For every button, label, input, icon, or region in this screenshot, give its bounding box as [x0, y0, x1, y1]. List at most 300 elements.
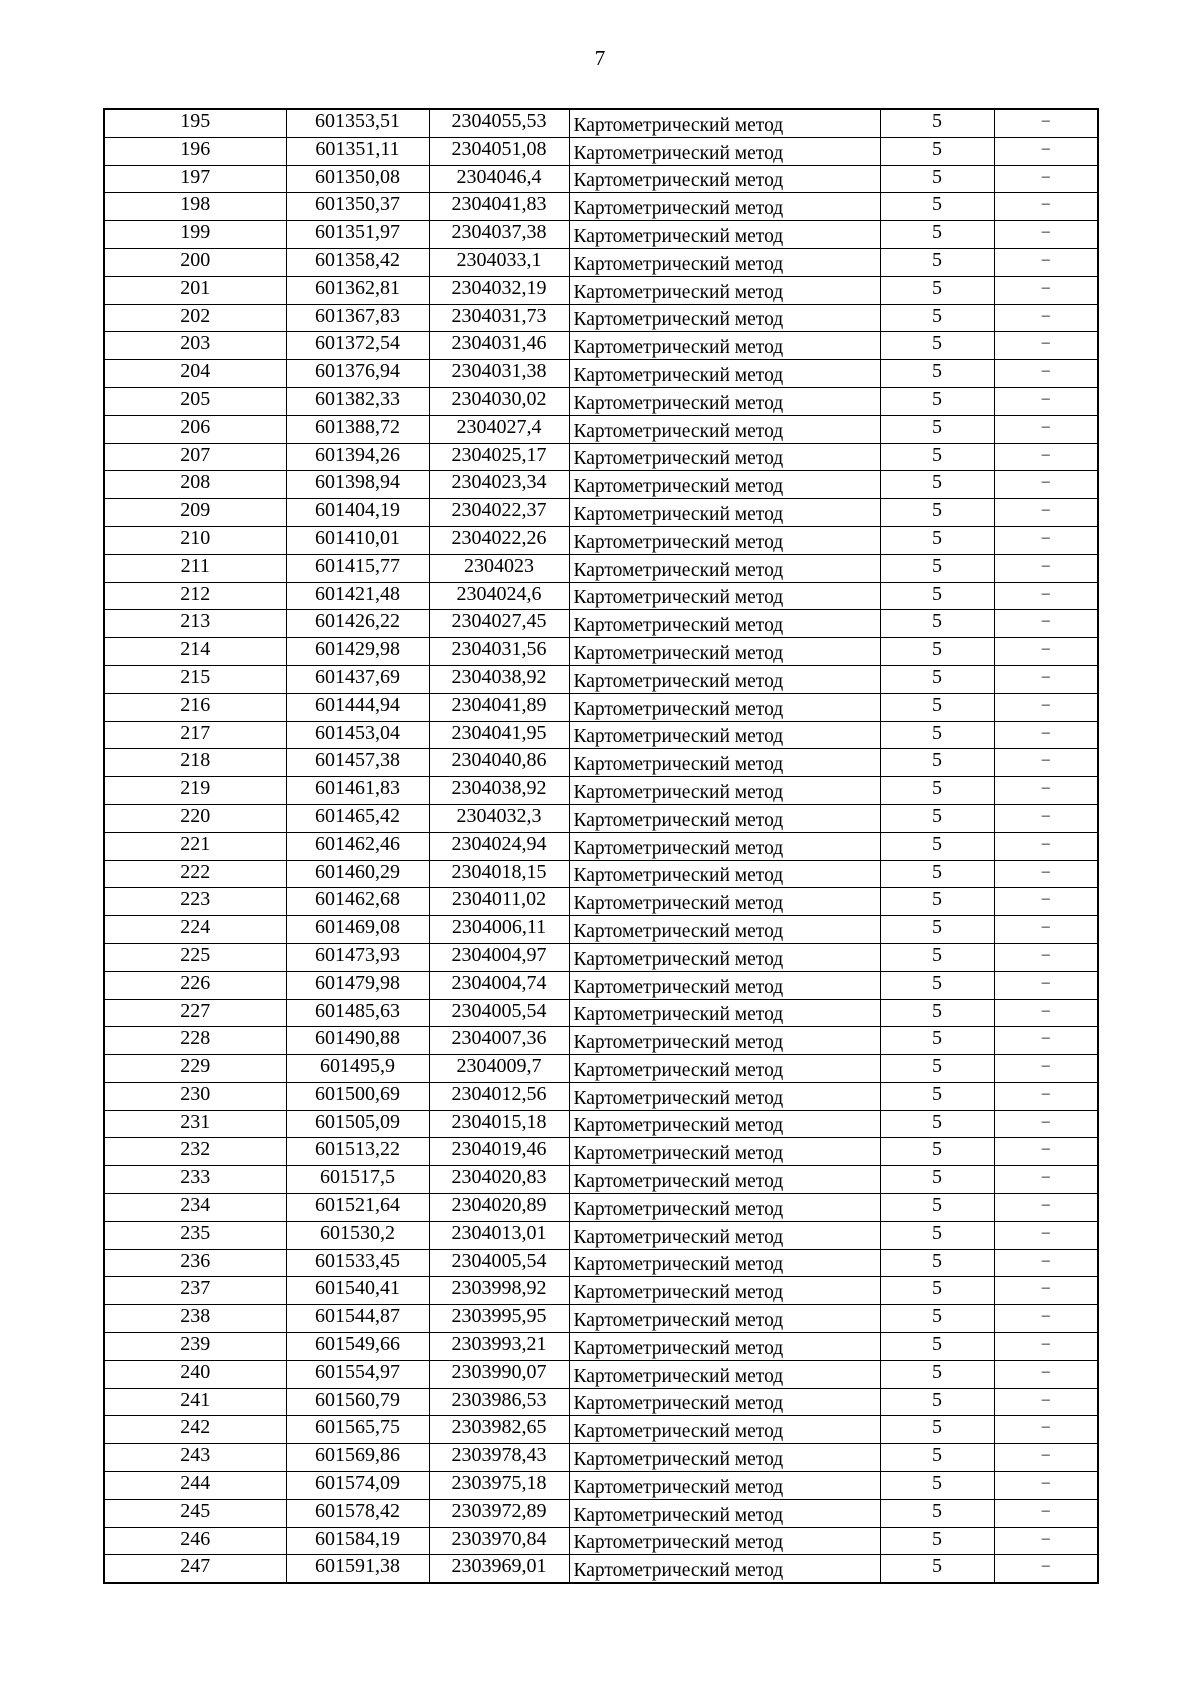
accuracy-cell: 5: [880, 916, 994, 944]
x-coordinate-cell: 601382,33: [286, 387, 429, 415]
point-number-cell: 240: [104, 1360, 286, 1388]
note-cell: –: [994, 665, 1098, 693]
accuracy-cell: 5: [880, 387, 994, 415]
accuracy-cell: 5: [880, 193, 994, 221]
point-number-cell: 242: [104, 1416, 286, 1444]
note-cell: –: [994, 860, 1098, 888]
method-cell: Картометрический метод: [569, 749, 880, 777]
table-row: [104, 1110, 1098, 1138]
x-coordinate-cell: 601444,94: [286, 693, 429, 721]
method-cell: Картометрический метод: [569, 499, 880, 527]
method-cell: Картометрический метод: [569, 665, 880, 693]
table-row: [104, 1472, 1098, 1500]
x-coordinate-cell: 601530,2: [286, 1221, 429, 1249]
method-cell: Картометрический метод: [569, 777, 880, 805]
table-row: [104, 832, 1098, 860]
note-cell: –: [994, 804, 1098, 832]
method-cell: Картометрический метод: [569, 1360, 880, 1388]
table-row: [104, 1333, 1098, 1361]
table-row: [104, 610, 1098, 638]
method-cell: Картометрический метод: [569, 1333, 880, 1361]
y-coordinate-cell: 2304006,11: [429, 916, 569, 944]
point-number-cell: 217: [104, 721, 286, 749]
x-coordinate-cell: 601350,37: [286, 193, 429, 221]
point-number-cell: 212: [104, 582, 286, 610]
point-number-cell: 218: [104, 749, 286, 777]
note-cell: –: [994, 221, 1098, 249]
note-cell: –: [994, 1555, 1098, 1583]
x-coordinate-cell: 601362,81: [286, 276, 429, 304]
note-cell: –: [994, 332, 1098, 360]
point-number-cell: 206: [104, 415, 286, 443]
note-cell: –: [994, 1194, 1098, 1222]
x-coordinate-cell: 601554,97: [286, 1360, 429, 1388]
point-number-cell: 205: [104, 387, 286, 415]
coordinates-table-body: [104, 109, 1098, 1583]
point-number-cell: 203: [104, 332, 286, 360]
method-cell: Картометрический метод: [569, 721, 880, 749]
table-row: [104, 304, 1098, 332]
point-number-cell: 226: [104, 971, 286, 999]
y-coordinate-cell: 2304012,56: [429, 1082, 569, 1110]
note-cell: –: [994, 1444, 1098, 1472]
y-coordinate-cell: 2304005,54: [429, 999, 569, 1027]
x-coordinate-cell: 601479,98: [286, 971, 429, 999]
method-cell: Картометрический метод: [569, 360, 880, 388]
y-coordinate-cell: 2303986,53: [429, 1388, 569, 1416]
note-cell: –: [994, 137, 1098, 165]
coordinates-table: [103, 108, 1099, 1584]
y-coordinate-cell: 2304009,7: [429, 1055, 569, 1083]
x-coordinate-cell: 601574,09: [286, 1472, 429, 1500]
table-row: [104, 749, 1098, 777]
method-cell: Картометрический метод: [569, 165, 880, 193]
x-coordinate-cell: 601569,86: [286, 1444, 429, 1472]
accuracy-cell: 5: [880, 1082, 994, 1110]
method-cell: Картометрический метод: [569, 1305, 880, 1333]
table-row: [104, 860, 1098, 888]
y-coordinate-cell: 2303972,89: [429, 1499, 569, 1527]
method-cell: Картометрический метод: [569, 1082, 880, 1110]
x-coordinate-cell: 601388,72: [286, 415, 429, 443]
accuracy-cell: 5: [880, 832, 994, 860]
accuracy-cell: 5: [880, 109, 994, 137]
y-coordinate-cell: 2304031,73: [429, 304, 569, 332]
x-coordinate-cell: 601398,94: [286, 471, 429, 499]
table-row: [104, 471, 1098, 499]
table-row: [104, 1277, 1098, 1305]
point-number-cell: 213: [104, 610, 286, 638]
method-cell: Картометрический метод: [569, 971, 880, 999]
y-coordinate-cell: 2304055,53: [429, 109, 569, 137]
point-number-cell: 216: [104, 693, 286, 721]
accuracy-cell: 5: [880, 1027, 994, 1055]
y-coordinate-cell: 2304051,08: [429, 137, 569, 165]
x-coordinate-cell: 601404,19: [286, 499, 429, 527]
table-row: [104, 526, 1098, 554]
note-cell: –: [994, 943, 1098, 971]
method-cell: Картометрический метод: [569, 999, 880, 1027]
accuracy-cell: 5: [880, 749, 994, 777]
method-cell: Картометрический метод: [569, 610, 880, 638]
method-cell: Картометрический метод: [569, 1277, 880, 1305]
x-coordinate-cell: 601544,87: [286, 1305, 429, 1333]
table-row: [104, 221, 1098, 249]
x-coordinate-cell: 601353,51: [286, 109, 429, 137]
point-number-cell: 198: [104, 193, 286, 221]
note-cell: –: [994, 693, 1098, 721]
y-coordinate-cell: 2304007,36: [429, 1027, 569, 1055]
accuracy-cell: 5: [880, 1360, 994, 1388]
method-cell: Картометрический метод: [569, 1166, 880, 1194]
table-row: [104, 1082, 1098, 1110]
point-number-cell: 223: [104, 888, 286, 916]
y-coordinate-cell: 2304023: [429, 554, 569, 582]
note-cell: –: [994, 1110, 1098, 1138]
accuracy-cell: 5: [880, 1555, 994, 1583]
method-cell: Картометрический метод: [569, 137, 880, 165]
accuracy-cell: 5: [880, 1138, 994, 1166]
accuracy-cell: 5: [880, 1499, 994, 1527]
method-cell: Картометрический метод: [569, 1416, 880, 1444]
point-number-cell: 231: [104, 1110, 286, 1138]
y-coordinate-cell: 2304004,74: [429, 971, 569, 999]
x-coordinate-cell: 601350,08: [286, 165, 429, 193]
note-cell: –: [994, 610, 1098, 638]
table-row: [104, 777, 1098, 805]
note-cell: –: [994, 749, 1098, 777]
accuracy-cell: 5: [880, 1194, 994, 1222]
note-cell: –: [994, 443, 1098, 471]
method-cell: Картометрический метод: [569, 1499, 880, 1527]
accuracy-cell: 5: [880, 1527, 994, 1555]
accuracy-cell: 5: [880, 1444, 994, 1472]
point-number-cell: 237: [104, 1277, 286, 1305]
y-coordinate-cell: 2304027,45: [429, 610, 569, 638]
point-number-cell: 227: [104, 999, 286, 1027]
accuracy-cell: 5: [880, 304, 994, 332]
x-coordinate-cell: 601462,46: [286, 832, 429, 860]
accuracy-cell: 5: [880, 693, 994, 721]
accuracy-cell: 5: [880, 860, 994, 888]
accuracy-cell: 5: [880, 1333, 994, 1361]
x-coordinate-cell: 601505,09: [286, 1110, 429, 1138]
table-row: [104, 109, 1098, 137]
x-coordinate-cell: 601426,22: [286, 610, 429, 638]
table-row: [104, 1027, 1098, 1055]
y-coordinate-cell: 2304018,15: [429, 860, 569, 888]
note-cell: –: [994, 1527, 1098, 1555]
point-number-cell: 225: [104, 943, 286, 971]
point-number-cell: 230: [104, 1082, 286, 1110]
note-cell: –: [994, 415, 1098, 443]
note-cell: –: [994, 360, 1098, 388]
x-coordinate-cell: 601578,42: [286, 1499, 429, 1527]
point-number-cell: 209: [104, 499, 286, 527]
point-number-cell: 221: [104, 832, 286, 860]
x-coordinate-cell: 601584,19: [286, 1527, 429, 1555]
y-coordinate-cell: 2303982,65: [429, 1416, 569, 1444]
x-coordinate-cell: 601549,66: [286, 1333, 429, 1361]
table-row: [104, 1499, 1098, 1527]
method-cell: Картометрический метод: [569, 888, 880, 916]
point-number-cell: 241: [104, 1388, 286, 1416]
table-row: [104, 137, 1098, 165]
y-coordinate-cell: 2304027,4: [429, 415, 569, 443]
x-coordinate-cell: 601540,41: [286, 1277, 429, 1305]
accuracy-cell: 5: [880, 443, 994, 471]
table-row: [104, 1444, 1098, 1472]
point-number-cell: 222: [104, 860, 286, 888]
y-coordinate-cell: 2304020,89: [429, 1194, 569, 1222]
note-cell: –: [994, 1138, 1098, 1166]
note-cell: –: [994, 777, 1098, 805]
x-coordinate-cell: 601367,83: [286, 304, 429, 332]
x-coordinate-cell: 601461,83: [286, 777, 429, 805]
y-coordinate-cell: 2304019,46: [429, 1138, 569, 1166]
table-row: [104, 387, 1098, 415]
point-number-cell: 247: [104, 1555, 286, 1583]
y-coordinate-cell: 2304020,83: [429, 1166, 569, 1194]
note-cell: –: [994, 276, 1098, 304]
table-row: [104, 1305, 1098, 1333]
method-cell: Картометрический метод: [569, 332, 880, 360]
table-row: [104, 1166, 1098, 1194]
note-cell: –: [994, 1166, 1098, 1194]
accuracy-cell: 5: [880, 471, 994, 499]
point-number-cell: 243: [104, 1444, 286, 1472]
method-cell: Картометрический метод: [569, 221, 880, 249]
note-cell: –: [994, 248, 1098, 276]
accuracy-cell: 5: [880, 499, 994, 527]
x-coordinate-cell: 601415,77: [286, 554, 429, 582]
method-cell: Картометрический метод: [569, 1055, 880, 1083]
method-cell: Картометрический метод: [569, 804, 880, 832]
y-coordinate-cell: 2304031,46: [429, 332, 569, 360]
method-cell: Картометрический метод: [569, 582, 880, 610]
accuracy-cell: 5: [880, 221, 994, 249]
note-cell: –: [994, 109, 1098, 137]
x-coordinate-cell: 601565,75: [286, 1416, 429, 1444]
point-number-cell: 214: [104, 638, 286, 666]
accuracy-cell: 5: [880, 1305, 994, 1333]
point-number-cell: 246: [104, 1527, 286, 1555]
x-coordinate-cell: 601469,08: [286, 916, 429, 944]
table-row: [104, 193, 1098, 221]
x-coordinate-cell: 601513,22: [286, 1138, 429, 1166]
method-cell: Картометрический метод: [569, 276, 880, 304]
y-coordinate-cell: 2304015,18: [429, 1110, 569, 1138]
y-coordinate-cell: 2304024,94: [429, 832, 569, 860]
accuracy-cell: 5: [880, 943, 994, 971]
point-number-cell: 239: [104, 1333, 286, 1361]
note-cell: –: [994, 721, 1098, 749]
x-coordinate-cell: 601490,88: [286, 1027, 429, 1055]
note-cell: –: [994, 1055, 1098, 1083]
accuracy-cell: 5: [880, 610, 994, 638]
method-cell: Картометрический метод: [569, 248, 880, 276]
accuracy-cell: 5: [880, 1166, 994, 1194]
point-number-cell: 224: [104, 916, 286, 944]
method-cell: Картометрический метод: [569, 693, 880, 721]
table-row: [104, 443, 1098, 471]
point-number-cell: 220: [104, 804, 286, 832]
table-row: [104, 721, 1098, 749]
y-coordinate-cell: 2304031,38: [429, 360, 569, 388]
accuracy-cell: 5: [880, 360, 994, 388]
point-number-cell: 195: [104, 109, 286, 137]
table-row: [104, 248, 1098, 276]
accuracy-cell: 5: [880, 971, 994, 999]
method-cell: Картометрический метод: [569, 638, 880, 666]
point-number-cell: 199: [104, 221, 286, 249]
method-cell: Картометрический метод: [569, 1527, 880, 1555]
y-coordinate-cell: 2303995,95: [429, 1305, 569, 1333]
method-cell: Картометрический метод: [569, 1027, 880, 1055]
method-cell: Картометрический метод: [569, 415, 880, 443]
x-coordinate-cell: 601457,38: [286, 749, 429, 777]
y-coordinate-cell: 2304038,92: [429, 777, 569, 805]
accuracy-cell: 5: [880, 888, 994, 916]
table-row: [104, 332, 1098, 360]
table-row: [104, 1555, 1098, 1583]
y-coordinate-cell: 2303978,43: [429, 1444, 569, 1472]
table-row: [104, 415, 1098, 443]
x-coordinate-cell: 601460,29: [286, 860, 429, 888]
x-coordinate-cell: 601473,93: [286, 943, 429, 971]
y-coordinate-cell: 2304013,01: [429, 1221, 569, 1249]
table-row: [104, 554, 1098, 582]
point-number-cell: 204: [104, 360, 286, 388]
x-coordinate-cell: 601394,26: [286, 443, 429, 471]
y-coordinate-cell: 2304033,1: [429, 248, 569, 276]
note-cell: –: [994, 499, 1098, 527]
method-cell: Картометрический метод: [569, 1472, 880, 1500]
table-row: [104, 916, 1098, 944]
accuracy-cell: 5: [880, 1472, 994, 1500]
table-row: [104, 1249, 1098, 1277]
method-cell: Картометрический метод: [569, 443, 880, 471]
x-coordinate-cell: 601421,48: [286, 582, 429, 610]
accuracy-cell: 5: [880, 1221, 994, 1249]
accuracy-cell: 5: [880, 137, 994, 165]
table-row: [104, 276, 1098, 304]
note-cell: –: [994, 638, 1098, 666]
table-row: [104, 638, 1098, 666]
point-number-cell: 236: [104, 1249, 286, 1277]
y-coordinate-cell: 2303993,21: [429, 1333, 569, 1361]
note-cell: –: [994, 1499, 1098, 1527]
accuracy-cell: 5: [880, 1249, 994, 1277]
accuracy-cell: 5: [880, 1277, 994, 1305]
table-row: [104, 1055, 1098, 1083]
table-row: [104, 1388, 1098, 1416]
page-number: 7: [594, 46, 606, 70]
x-coordinate-cell: 601351,11: [286, 137, 429, 165]
y-coordinate-cell: 2304041,89: [429, 693, 569, 721]
point-number-cell: 234: [104, 1194, 286, 1222]
method-cell: Картометрический метод: [569, 526, 880, 554]
y-coordinate-cell: 2304011,02: [429, 888, 569, 916]
y-coordinate-cell: 2304022,37: [429, 499, 569, 527]
accuracy-cell: 5: [880, 526, 994, 554]
note-cell: –: [994, 304, 1098, 332]
note-cell: –: [994, 165, 1098, 193]
x-coordinate-cell: 601453,04: [286, 721, 429, 749]
y-coordinate-cell: 2304038,92: [429, 665, 569, 693]
x-coordinate-cell: 601495,9: [286, 1055, 429, 1083]
accuracy-cell: 5: [880, 165, 994, 193]
y-coordinate-cell: 2304005,54: [429, 1249, 569, 1277]
note-cell: –: [994, 1416, 1098, 1444]
method-cell: Картометрический метод: [569, 943, 880, 971]
point-number-cell: 202: [104, 304, 286, 332]
x-coordinate-cell: 601465,42: [286, 804, 429, 832]
method-cell: Картометрический метод: [569, 554, 880, 582]
x-coordinate-cell: 601521,64: [286, 1194, 429, 1222]
x-coordinate-cell: 601351,97: [286, 221, 429, 249]
y-coordinate-cell: 2304030,02: [429, 387, 569, 415]
x-coordinate-cell: 601591,38: [286, 1555, 429, 1583]
y-coordinate-cell: 2304037,38: [429, 221, 569, 249]
point-number-cell: 238: [104, 1305, 286, 1333]
note-cell: –: [994, 1305, 1098, 1333]
y-coordinate-cell: 2304041,95: [429, 721, 569, 749]
method-cell: Картометрический метод: [569, 860, 880, 888]
point-number-cell: 232: [104, 1138, 286, 1166]
x-coordinate-cell: 601462,68: [286, 888, 429, 916]
note-cell: –: [994, 1249, 1098, 1277]
y-coordinate-cell: 2304024,6: [429, 582, 569, 610]
y-coordinate-cell: 2304022,26: [429, 526, 569, 554]
accuracy-cell: 5: [880, 554, 994, 582]
note-cell: –: [994, 832, 1098, 860]
x-coordinate-cell: 601376,94: [286, 360, 429, 388]
accuracy-cell: 5: [880, 1416, 994, 1444]
x-coordinate-cell: 601358,42: [286, 248, 429, 276]
table-row: [104, 999, 1098, 1027]
x-coordinate-cell: 601517,5: [286, 1166, 429, 1194]
method-cell: Картометрический метод: [569, 1221, 880, 1249]
point-number-cell: 208: [104, 471, 286, 499]
note-cell: –: [994, 999, 1098, 1027]
note-cell: –: [994, 971, 1098, 999]
table-row: [104, 1221, 1098, 1249]
note-cell: –: [994, 1360, 1098, 1388]
y-coordinate-cell: 2304040,86: [429, 749, 569, 777]
method-cell: Картометрический метод: [569, 193, 880, 221]
x-coordinate-cell: 601500,69: [286, 1082, 429, 1110]
note-cell: –: [994, 1472, 1098, 1500]
y-coordinate-cell: 2303998,92: [429, 1277, 569, 1305]
point-number-cell: 229: [104, 1055, 286, 1083]
x-coordinate-cell: 601410,01: [286, 526, 429, 554]
y-coordinate-cell: 2303970,84: [429, 1527, 569, 1555]
point-number-cell: 235: [104, 1221, 286, 1249]
table-row: [104, 1527, 1098, 1555]
accuracy-cell: 5: [880, 665, 994, 693]
y-coordinate-cell: 2303975,18: [429, 1472, 569, 1500]
note-cell: –: [994, 1277, 1098, 1305]
point-number-cell: 219: [104, 777, 286, 805]
point-number-cell: 215: [104, 665, 286, 693]
accuracy-cell: 5: [880, 1388, 994, 1416]
point-number-cell: 210: [104, 526, 286, 554]
table-row: [104, 665, 1098, 693]
method-cell: Картометрический метод: [569, 304, 880, 332]
note-cell: –: [994, 916, 1098, 944]
x-coordinate-cell: 601560,79: [286, 1388, 429, 1416]
